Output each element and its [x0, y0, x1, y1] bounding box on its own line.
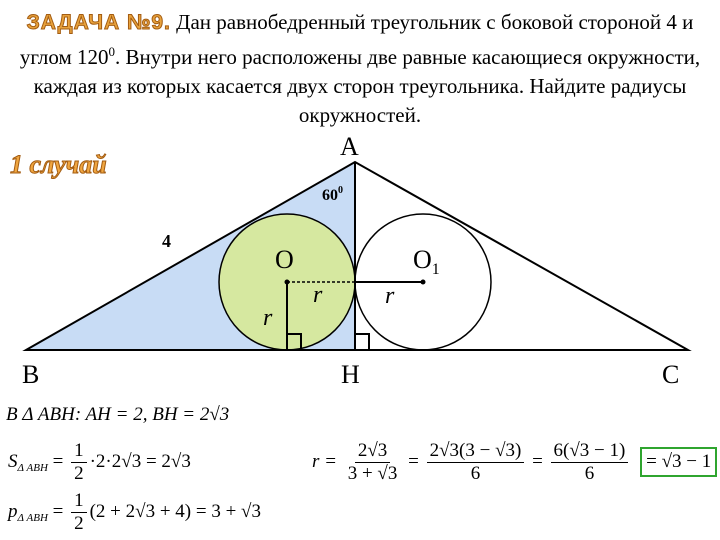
formula-area: $S_{\Delta ABH}$ = $\frac{1}{2}$ ·2·2√3 = 2√3	[8, 440, 191, 484]
formula-perimeter: $p_{\Delta ABH}$ = $\frac{1}{2}$ (2 + 2√3 + 4) = 3 + √3	[8, 490, 261, 534]
formula-abh: B Δ ABH: AH = 2, BH = 2√3	[6, 404, 230, 425]
label-o: O	[275, 245, 294, 274]
label-o1: $O_1$	[413, 245, 440, 278]
task-title: ЗАДАЧА №9.	[26, 11, 171, 34]
label-r-vertical: r	[263, 305, 273, 331]
problem-text-1: Дан равнобедренный треугольник с боковой стороной 4 и углом 120	[19, 10, 694, 69]
label-b: B	[22, 360, 40, 389]
label-h: H	[341, 360, 360, 389]
label-a: A	[340, 132, 359, 161]
center-o-point	[285, 280, 290, 285]
label-angle: $60^0$	[322, 185, 343, 204]
formula-radius: r = $\frac{2√3}{3 + √3}$ = $\frac{2√3(3 - √3)}{6}$ = $\frac{6(√3 - 1)}{6}$ = √3 − 1	[312, 440, 717, 485]
label-side-4: 4	[162, 231, 171, 251]
center-o1-point	[421, 280, 426, 285]
answer-box: = √3 − 1	[640, 447, 717, 477]
label-r-o: r	[313, 282, 323, 308]
case-label: 1 случай	[10, 150, 107, 179]
problem-text-2: . Внутри него расположены две равные касающиеся окружности, каждая из которых касается двух сторон треугольника. Найдите радиусы окружностей.	[33, 45, 701, 127]
label-r-o1: r	[385, 283, 395, 309]
right-angle-mark-h	[355, 334, 369, 350]
label-c: C	[662, 360, 680, 389]
degree-mark: 0	[108, 44, 115, 59]
